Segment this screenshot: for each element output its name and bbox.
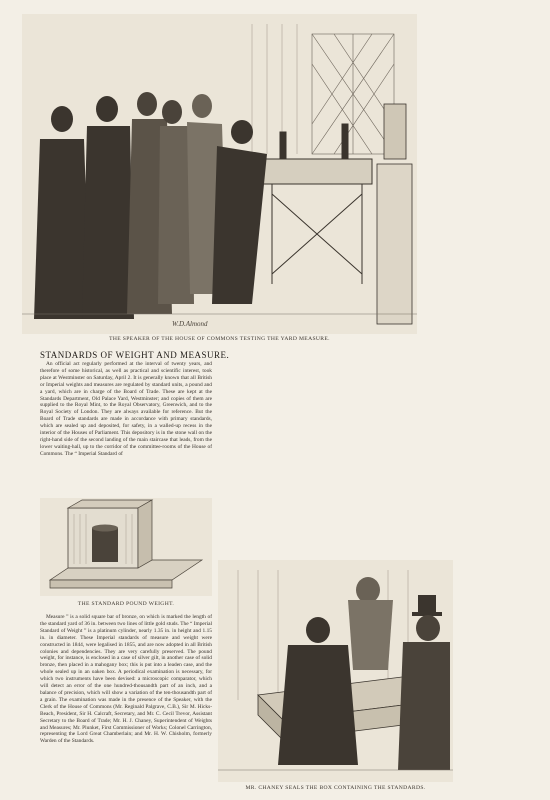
caption-sealing-illustration: MR. CHANEY SEALS THE BOX CONTAINING THE STANDARDS.	[245, 785, 426, 791]
article-paragraph-2	[40, 614, 212, 794]
engraving-pound-weight	[40, 498, 212, 596]
article-paragraph-1	[40, 361, 212, 491]
artist-signature: W.D.Almond	[172, 320, 208, 328]
caption-pound-weight: THE STANDARD POUND WEIGHT.	[77, 601, 175, 607]
illustration-speaker-testing-yard	[22, 14, 417, 334]
caption-top-illustration: THE SPEAKER OF THE HOUSE OF COMMONS TESTING THE YARD MEASURE.	[109, 336, 330, 342]
illustration-pound-weight	[40, 498, 212, 596]
article-headline: STANDARDS OF WEIGHT AND MEASURE.	[40, 350, 230, 360]
illustration-chaney-sealing	[218, 560, 453, 782]
paragraph-1-text: An official act regularly performed at the interval of twenty years, and therefore of some historical, as well as practical and scientific interest, took place at Westminster on Saturday, April 2. It is generally known that all British or Imperial weights and measures are regulated by standard units, a pound and a yard, which are in charge of the Board of Trade. These are kept at the Standards Department, Old Palace Yard, Westminster; and copies of them are supplied to the Royal Mint, to the Royal Observatory, Greenwich, and to the Royal Society of London. They are always available for reference. But the Board of Trade standards are made in accordance with primary standards, which are sealed up and deposited, for safety, in a walled-up recess in the interior of the Houses of Parliament. This depository is in the stone wall on the right-hand side of the second landing of the main staircase that leads, from the lower waiting-hall, up to the corridor of the committee-rooms of the House of Commons. The “ Imperial Standard of	[40, 361, 212, 457]
engraving-sealing-scene	[218, 560, 453, 782]
paragraph-2-text: Measure ” is a solid square bar of bronze, on which is marked the length of the standard yard of 36 in. between two lines of little gold studs. The “ Imperial Standard of Weight ” is a platinum cylinder, nearly 1.35 in. in height and 1.15 in. in diameter. These Imperial standards of measure and weight were constructed in 1844, were legalised in 1855, and are now adopted in all British colonies and dependencies. They are very carefully preserved. The pound weight, for instance, is enclosed in a case of silver gilt, in another case of solid bronze, then placed in a mahogany box; this is put into a leaden case, and the whole sealed up in an oaken box. A periodical examination is necessary, for which two instruments have been devised: a microscopic comparator, which will detect an error of the one hundred-thousandth part of an inch, and a balance of precision, which will show a variation of the ten-thousandth part of a grain. The examination was made in the presence of the Speaker, with the Clerk of the House of Commons (Mr. Reginald Palgrave, C.B.), Sir M. Hicks-Beach, President, Sir H. Calcraft, Secretary, and Mr. C. Cecil Trevor, Assistant Secretary to the Board of Trade; Mr. H. J. Chaney, Superintendent of Weights and Measures; Mr. Plunket, First Commissioner of Works; Colonel Carrington, representing the Lord Great Chamberlain; and Mr. H. W. Chisholm, formerly Warden of the Standards.	[40, 614, 212, 745]
engraving-speaker-scene	[22, 14, 417, 334]
